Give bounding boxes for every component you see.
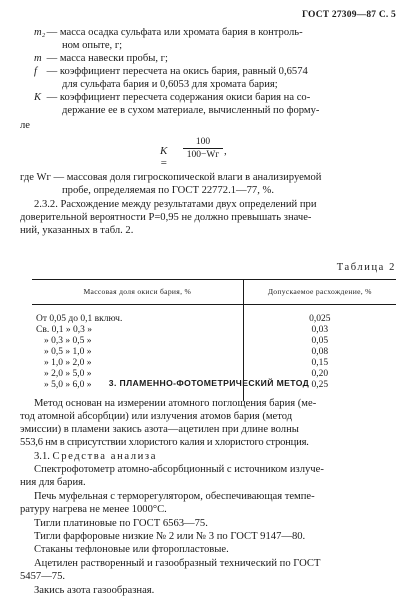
item-line: Стаканы тефлоновые или фторопластовые. xyxy=(34,544,229,555)
item-line: 5457—75. xyxy=(20,571,66,582)
table-cell: 0,05 xyxy=(311,336,329,346)
subsection-number: 3.1. xyxy=(34,451,50,462)
page-header: ГОСТ 27309—87 С. 5 xyxy=(302,10,396,20)
paragraph-2-3-2-line: ний, указанных в табл. 2. xyxy=(20,225,134,236)
table-row xyxy=(32,358,396,369)
formula-tail: , xyxy=(224,145,227,157)
definition-tail: ле xyxy=(20,120,30,131)
table-header-row xyxy=(32,280,396,305)
item-line: Ацетилен растворенный и газообразный технический по ГОСТ xyxy=(34,558,321,569)
table-cell: 0,025 xyxy=(309,314,331,324)
table-row xyxy=(32,305,396,326)
table-cell: 0,03 xyxy=(311,325,329,335)
item-line: ния для бария. xyxy=(20,477,86,488)
formula-fraction xyxy=(183,137,223,160)
table-row xyxy=(32,325,396,336)
subsection-3-1 xyxy=(34,450,404,463)
symbol: m₂ xyxy=(34,27,46,38)
paragraph-2-3-2-line: 2.3.2. Расхождение между результатами двух определений при xyxy=(34,199,317,210)
item-line: Спектрофотометр атомно-абсорбционный с источником излуче- xyxy=(34,464,324,475)
table-cell: » 0,5 » 1,0 » xyxy=(32,347,243,358)
definition-text: — масса навески пробы, г; xyxy=(46,53,168,64)
table-cell: 0,15 xyxy=(311,358,329,368)
item-line: Закись азота газообразная. xyxy=(34,585,155,596)
symbol: K xyxy=(34,92,42,103)
method-line: тод атомной абсорбции) или излучения атомов бария (метод xyxy=(20,411,293,422)
definition-m2 xyxy=(34,26,404,39)
table-row xyxy=(32,347,396,358)
section-title: 3. ПЛАМЕННО-ФОТОМЕТРИЧЕСКИЙ МЕТОД xyxy=(108,378,310,388)
table-cell: 0,25 xyxy=(311,380,329,390)
table-cell: 0,08 xyxy=(311,347,329,357)
table-cell: 0,20 xyxy=(311,369,329,379)
symbol: m xyxy=(34,53,42,64)
where-line: где Wг — массовая доля гигроскопической влаги в анализируемой xyxy=(20,172,322,183)
method-line: 553,6 нм в сприсутствии хлористого калия и хлористого стронция. xyxy=(20,437,309,448)
table-cell: » 2,0 » 5,0 » xyxy=(32,369,243,380)
definition-continuation: для сульфата бария и 0,6053 для хромата бария; xyxy=(62,79,278,90)
definition-text: — коэффициент пересчета на окись бария, равный 0,6574 xyxy=(46,66,308,77)
table-cell: » 5,0 » 6,0 » xyxy=(32,380,243,401)
item-line: Тигли фарфоровые низкие № 2 или № 3 по ГОСТ 9147—80. xyxy=(34,531,306,542)
formula-denominator: 100−Wг xyxy=(186,150,220,160)
fraction-bar xyxy=(183,148,223,149)
definition-m xyxy=(34,52,404,65)
symbol: f xyxy=(34,66,37,77)
definition-f xyxy=(34,65,404,78)
formula-numerator: 100 xyxy=(195,137,211,147)
column-header: Массовая доля окиси бария, % xyxy=(32,280,243,305)
item-line: ратуру нагрева не менее 1000°С. xyxy=(20,504,167,515)
item-line: Печь муфельная с терморегулятором, обеспечивающая темпе- xyxy=(34,491,315,502)
item-line: Тигли платиновые по ГОСТ 6563—75. xyxy=(34,518,208,529)
method-line: эмиссии) в пламени закись азота—ацетилен при длине волны xyxy=(20,424,299,435)
definition-continuation: ном опыте, г; xyxy=(62,40,123,51)
table-title: Таблица 2 xyxy=(336,262,396,273)
where-line: пробе, определяемая по ГОСТ 22772.1—77, %. xyxy=(62,185,274,196)
definition-text: — масса осадка сульфата или хромата бария в контроль- xyxy=(46,27,303,38)
method-line: Метод основан на измерении атомного поглощения бария (ме- xyxy=(34,398,317,409)
definition-text: — коэффициент пересчета содержания окиси бария на со- xyxy=(46,92,311,103)
table-cell: » 1,0 » 2,0 » xyxy=(32,358,243,369)
formula-lhs: K = xyxy=(160,145,168,169)
table-cell: » 0,3 » 0,5 » xyxy=(32,336,243,347)
column-header: Допускаемое расхождение, % xyxy=(243,280,396,305)
paragraph-2-3-2-line: доверительной вероятности P=0,95 не должно превышать значе- xyxy=(20,212,312,223)
table-cell: От 0,05 до 0,1 включ. xyxy=(32,305,243,326)
definition-continuation: держание ее в сухом материале, вычисленный по форму- xyxy=(62,105,320,116)
table-cell: Св. 0,1 » 0,3 » xyxy=(32,325,243,336)
subsection-heading: Средства анализа xyxy=(52,451,158,462)
table-row xyxy=(32,336,396,347)
definition-k xyxy=(34,91,404,104)
